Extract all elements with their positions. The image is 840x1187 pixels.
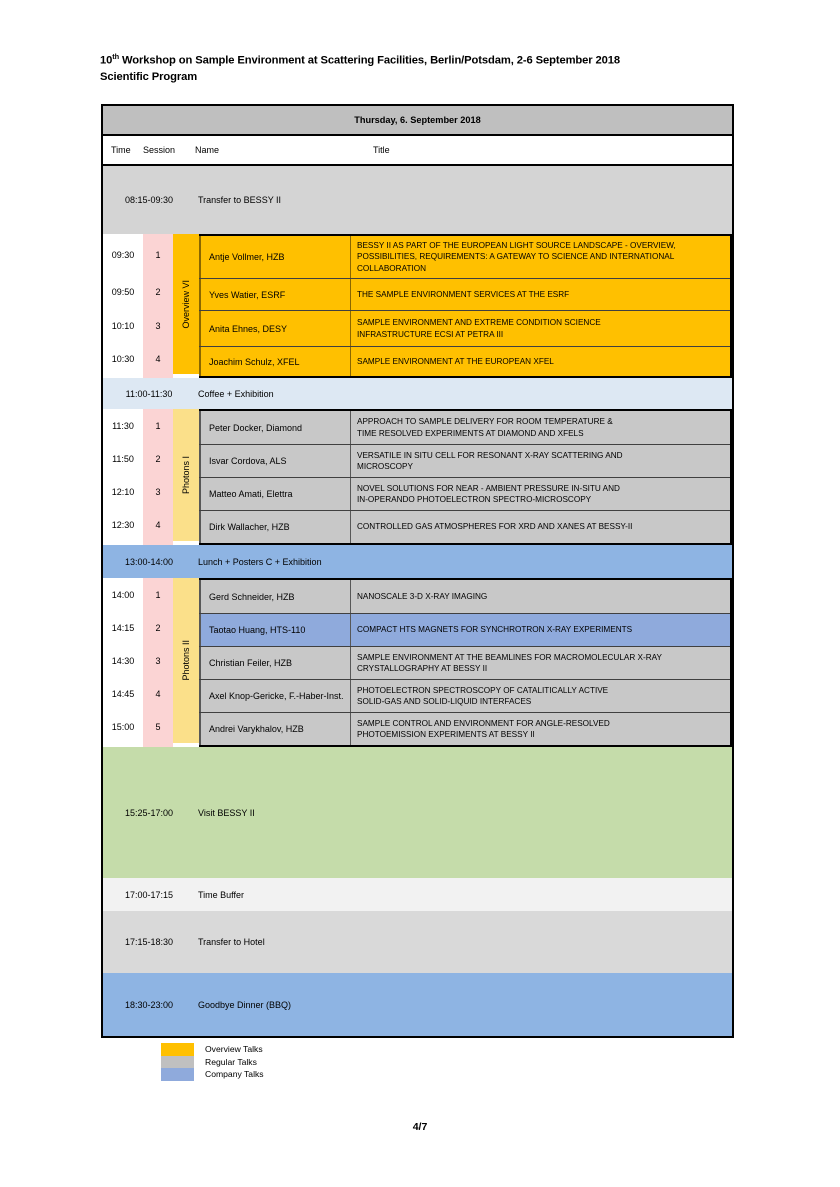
session-name-label [173, 578, 199, 743]
event-band-transfer-to-bessy [103, 166, 732, 234]
band-time: 17:00-17:15 [124, 889, 174, 900]
talk-speaker: Matteo Amati, Elettra [199, 478, 351, 510]
band-time: 13:00-14:00 [124, 556, 174, 567]
table-row [199, 712, 730, 745]
talk-title [351, 713, 730, 745]
talk-number: 3 [155, 655, 161, 666]
talk-time: 14:30 [111, 655, 135, 666]
table-row [199, 444, 730, 477]
talk-time: 14:00 [111, 589, 135, 600]
session-rows [199, 578, 732, 747]
talk-speaker: Anita Ehnes, DESY [199, 311, 351, 346]
legend-color-swatch [161, 1056, 194, 1069]
talk-number: 2 [155, 453, 161, 464]
talk-number: 4 [155, 354, 161, 364]
talk-speaker: Taotao Huang, HTS-110 [199, 614, 351, 646]
event-band-lunch-posters-exhibition [103, 545, 732, 578]
talk-speaker: Joachim Schulz, XFEL [199, 347, 351, 376]
date-header: Thursday, 6. September 2018 [103, 106, 732, 136]
legend-label: Overview Talks [205, 1044, 263, 1055]
talk-number: 4 [155, 519, 161, 530]
band-time: 15:25-17:00 [124, 807, 174, 818]
session-block-overview-vi [103, 234, 732, 378]
talk-title [351, 647, 730, 679]
talk-title-line: SAMPLE ENVIRONMENT AND EXTREME CONDITION SCIENCE [357, 318, 601, 327]
band-label: Visit BESSY II [198, 807, 255, 818]
talk-title-line: MICROSCOPY [357, 462, 413, 471]
talk-title-line: SAMPLE CONTROL AND ENVIRONMENT FOR ANGLE-RESOLVED [357, 718, 610, 728]
talk-time: 11:50 [112, 453, 134, 464]
table-row [199, 411, 730, 444]
legend-color-swatch [161, 1068, 194, 1081]
talk-title-line: CRYSTALLOGRAPHY AT BESSY II [357, 664, 488, 673]
talk-title-line: COLLABORATION [357, 263, 427, 273]
talk-time: 09:50 [111, 287, 135, 297]
talk-title-line: POSSIBILITIES, REQUIREMENTS: A GATEWAY TO SCIENCE AND INTERNATIONAL [357, 252, 675, 262]
talk-title-line: NANOSCALE 3-D X-RAY IMAGING [357, 591, 488, 601]
talk-title-line: THE SAMPLE ENVIRONMENT SERVICES AT THE ESRF [357, 289, 570, 299]
talk-time: 11:30 [112, 420, 134, 431]
table-row [199, 236, 730, 278]
talk-number: 5 [155, 721, 161, 732]
heading-line-2: Scientific Program [100, 71, 198, 84]
legend-item [161, 1056, 264, 1069]
color-legend [161, 1043, 264, 1081]
column-header-name: Name [195, 145, 220, 155]
talk-title [351, 279, 730, 310]
table-row [199, 646, 730, 679]
band-label: Transfer to BESSY II [198, 195, 282, 205]
table-row [199, 477, 730, 510]
talk-title-line: TIME RESOLVED EXPERIMENTS AT DIAMOND AND XFELS [357, 428, 584, 438]
talk-title-line: PHOTOELECTRON SPECTROSCOPY OF CATALITICALLY ACTIVE [357, 685, 609, 695]
talk-title-line: CONTROLLED GAS ATMOSPHERES FOR XRD AND XANES AT BESSY-II [357, 522, 633, 532]
band-label: Transfer to Hotel [198, 937, 265, 947]
talk-title-line: PHOTOEMISSION EXPERIMENTS AT BESSY II [357, 730, 535, 739]
talk-speaker: Isvar Cordova, ALS [199, 445, 351, 477]
talk-speaker: Peter Docker, Diamond [199, 411, 351, 444]
talk-speaker: Dirk Wallacher, HZB [199, 511, 351, 543]
talk-title [351, 445, 730, 477]
table-row [199, 510, 730, 543]
talk-title-line: COMPACT HTS MAGNETS FOR SYNCHROTRON X-RAY EXPERIMENTS [357, 625, 633, 635]
talk-time: 12:10 [111, 486, 135, 497]
talk-speaker: Andrei Varykhalov, HZB [199, 713, 351, 745]
event-band-goodbye-dinner [103, 973, 732, 1036]
talk-title [351, 411, 730, 444]
talk-number: 3 [155, 321, 161, 331]
table-row [199, 310, 730, 346]
column-header-row [103, 136, 732, 166]
band-time: 17:15-18:30 [124, 937, 174, 947]
heading-ordinal: 10 [100, 54, 113, 67]
session-time-column [103, 234, 143, 378]
session-time-column [103, 578, 143, 747]
table-row [199, 613, 730, 646]
talk-title-line: INFRASTRUCTURE ECSI AT PETRA III [357, 329, 504, 339]
talk-number: 1 [155, 420, 161, 431]
talk-time: 14:15 [111, 622, 135, 633]
talk-speaker: Christian Feiler, HZB [199, 647, 351, 679]
talk-title-line: NOVEL SOLUTIONS FOR NEAR - AMBIENT PRESSURE IN-SITU AND [357, 483, 620, 493]
column-header-session: Session [143, 145, 176, 155]
band-label: Coffee + Exhibition [198, 388, 274, 399]
event-band-transfer-to-hotel [103, 911, 732, 973]
heading-line-1 [100, 49, 740, 69]
session-name-text: Photons I [181, 455, 191, 495]
session-block-photons-i [103, 409, 732, 545]
session-number-column [143, 409, 173, 545]
talk-number: 3 [155, 486, 161, 497]
band-time: 11:00-11:30 [125, 388, 173, 399]
talk-title-line: BESSY II AS PART OF THE EUROPEAN LIGHT SOURCE LANDSCAPE - OVERVIEW, [357, 240, 676, 250]
band-label: Lunch + Posters C + Exhibition [198, 556, 322, 567]
talk-time: 14:45 [111, 688, 135, 699]
legend-label: Company Talks [205, 1069, 264, 1080]
event-band-visit-bessy [103, 747, 732, 878]
talk-number: 1 [155, 589, 161, 600]
talk-title-line: SOLID-GAS AND SOLID-LIQUID INTERFACES [357, 697, 532, 706]
table-row [199, 580, 730, 613]
schedule-table [101, 104, 734, 1038]
column-header-title: Title [373, 145, 390, 155]
document-heading [100, 49, 740, 86]
session-rows [199, 234, 732, 378]
talk-time: 12:30 [111, 519, 135, 530]
talk-number: 2 [155, 287, 161, 297]
heading-ordinal-suffix: th [112, 52, 120, 61]
talk-title [351, 580, 730, 613]
talk-number: 2 [155, 622, 161, 633]
session-name-label [173, 409, 199, 541]
talk-title [351, 236, 730, 278]
session-rows [199, 409, 732, 545]
schedule-body [103, 166, 732, 1036]
band-label: Goodbye Dinner (BBQ) [198, 999, 292, 1010]
column-header-time: Time [111, 145, 131, 155]
talk-speaker: Antje Vollmer, HZB [199, 236, 351, 278]
event-band-time-buffer [103, 878, 732, 911]
table-row [199, 679, 730, 712]
talk-title [351, 614, 730, 646]
talk-speaker: Gerd Schneider, HZB [199, 580, 351, 613]
talk-title [351, 311, 730, 346]
legend-item [161, 1068, 264, 1081]
talk-time: 09:30 [111, 250, 135, 260]
talk-speaker: Axel Knop-Gericke, F.-Haber-Inst. [199, 680, 351, 712]
session-name-text: Photons II [181, 640, 191, 681]
legend-color-swatch [161, 1043, 194, 1056]
session-time-column [103, 409, 143, 545]
talk-time: 10:30 [111, 354, 135, 364]
band-label: Time Buffer [198, 889, 245, 900]
page-number: 4/7 [412, 1121, 428, 1133]
talk-title [351, 347, 730, 376]
talk-title [351, 680, 730, 712]
legend-item [161, 1043, 264, 1056]
event-band-coffee-exhibition [103, 378, 732, 409]
talk-title-line: APPROACH TO SAMPLE DELIVERY FOR ROOM TEMPERATURE & [357, 417, 613, 426]
table-row [199, 278, 730, 310]
talk-speaker: Yves Watier, ESRF [199, 279, 351, 310]
heading-main-text: Workshop on Sample Environment at Scattering Facilities, Berlin/Potsdam, 2-6 September 2018 [119, 54, 621, 67]
band-time: 08:15-09:30 [124, 195, 174, 205]
talk-title-line: SAMPLE ENVIRONMENT AT THE EUROPEAN XFEL [357, 356, 554, 366]
talk-title [351, 478, 730, 510]
session-number-column [143, 234, 173, 378]
table-row [199, 346, 730, 376]
band-time: 18:30-23:00 [124, 999, 174, 1010]
talk-time: 10:10 [111, 321, 135, 331]
talk-time: 15:00 [111, 721, 135, 732]
legend-label: Regular Talks [205, 1056, 257, 1067]
session-name-label [173, 234, 199, 374]
talk-title-line: IN-OPERANDO PHOTOELECTRON SPECTRO-MICROSCOPY [357, 495, 592, 504]
talk-number: 1 [155, 250, 161, 260]
talk-number: 4 [155, 688, 161, 699]
session-number-column [143, 578, 173, 747]
talk-title [351, 511, 730, 543]
session-block-photons-ii [103, 578, 732, 747]
talk-title-line: VERSATILE IN SITU CELL FOR RESONANT X-RAY SCATTERING AND [357, 450, 623, 460]
talk-title-line: SAMPLE ENVIRONMENT AT THE BEAMLINES FOR MACROMOLECULAR X-RAY [357, 652, 662, 662]
session-name-text: Overview VI [181, 279, 191, 329]
